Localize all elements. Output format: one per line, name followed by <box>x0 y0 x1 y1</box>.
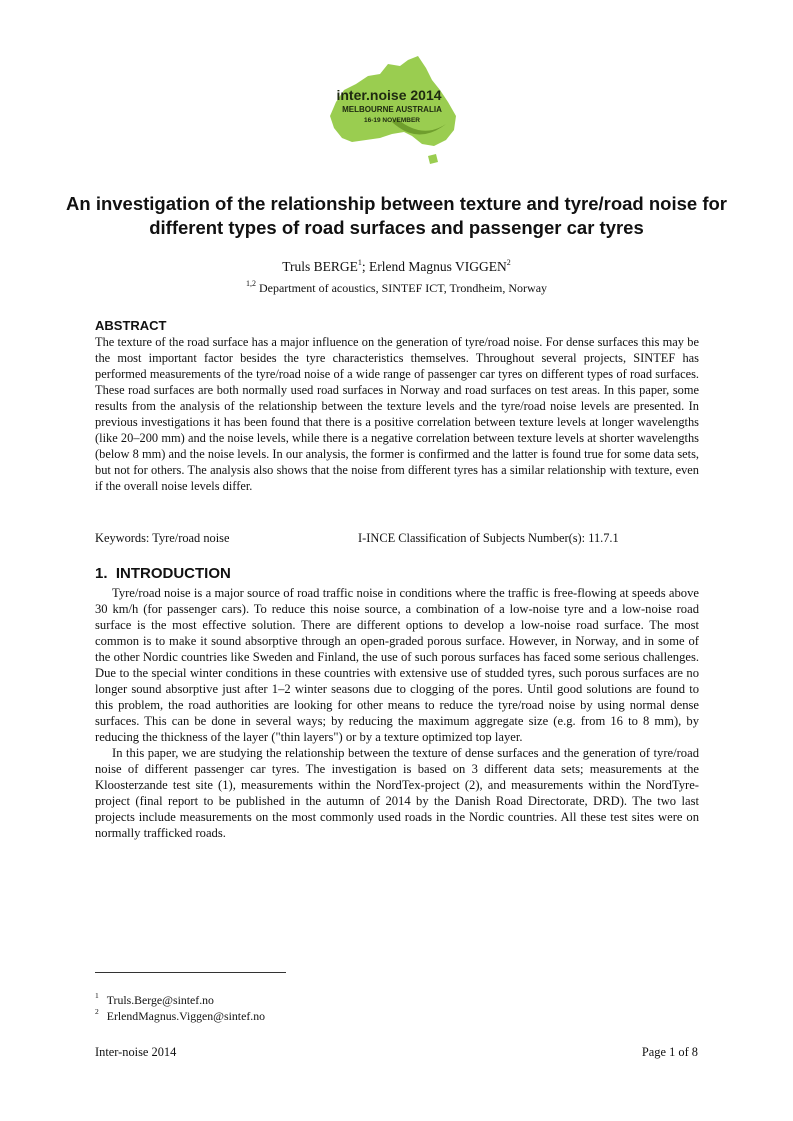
author-sup: 2 <box>506 257 511 267</box>
affiliation <box>95 281 698 296</box>
paragraph: Tyre/road noise is a major source of road traffic noise in conditions where the traffic is free-flowing at speeds above 30 km/h (for passenger cars). To reduce this noise source, a combination of a low-noise tyre and a low-noise road surface is the most effective solution. There are different options to develop a low-noise road surface. The most common is to make it sound absorptive through an open-graded porous surface. However, in Norway, and in some of the other Nordic countries like Sweden and Finland, the use of such porous surfaces has faced some serious challenges. Due to the special winter conditions in these countries with extensive use of studded tyres, such porous surfaces are no longer sound absorptive just after 1–2 winter seasons due to clogging of the pores. Until good solutions are found to this problem, the road authorities are looking for other means to reduce the tyre/road noise by using normal dense surfaces. This can be done in several ways; by reducing the maximum aggregate size (e.g. from 16 to 8 mm), by reducing the thickness of the layer ("thin layers") or by a texture optimized top layer. <box>95 586 699 744</box>
abstract-heading: ABSTRACT <box>95 318 167 333</box>
abstract-text: The texture of the road surface has a major influence on the generation of tyre/road noise. For dense surfaces this may be the most important factor besides the tyre characteristics themselves. Throughout several projects, SINTEF has performed measurements of the tyre/road noise of a wide range of passenger car tyres on different types of road surfaces. These road surfaces are both normally used road surfaces in Norway and road surfaces on test areas. In this paper, some results from the analysis of the relationship between the texture levels and the tyre/road noise levels are presented. In previous investigations it has been found that there is a positive correlation between texture levels at longer wavelengths (like 20–200 mm) and the noise levels, while there is a negative correlation between texture levels at shorter wavelengths (below 8 mm) and the noise levels. In our analysis, the former is confirmed and the latter is found true for some data sets, but not for others. The analysis also shows that the noise from different tyres has a similar relationship with texture, even if the overall noise levels differ. <box>95 335 699 493</box>
footnote-number: 1 <box>95 991 99 1001</box>
introduction-body <box>95 585 699 841</box>
section-heading-introduction: 1. INTRODUCTION <box>95 565 231 582</box>
footnote-email[interactable]: ErlendMagnus.Viggen@sintef.no <box>106 1009 265 1023</box>
author-separator: ; <box>361 259 370 274</box>
logo-dates: 16-19 NOVEMBER <box>364 117 420 124</box>
keywords: Keywords: Tyre/road noise <box>95 531 230 545</box>
conference-logo <box>322 54 462 169</box>
footnote-number: 2 <box>95 1007 99 1017</box>
author-sup: 1 <box>357 257 362 267</box>
footer-conference: Inter-noise 2014 <box>95 1045 177 1059</box>
logo-location: MELBOURNE AUSTRALIA <box>342 105 442 114</box>
footnote <box>95 993 214 1008</box>
author-name: Erlend Magnus VIGGEN <box>369 259 507 274</box>
footnote-divider <box>95 972 286 973</box>
affiliation-text: Department of acoustics, SINTEF ICT, Trondheim, Norway <box>255 281 548 295</box>
author-line <box>95 259 698 275</box>
tasmania-shape <box>428 154 438 164</box>
paper-title: An investigation of the relationship between texture and tyre/road noise for different types of road surfaces and passenger car tyres <box>66 193 727 238</box>
affiliation-sup: 1,2 <box>245 279 256 288</box>
logo-name: inter.noise 2014 <box>336 87 442 103</box>
paragraph: In this paper, we are studying the relationship between the texture of dense surfaces and the generation of tyre/road noise of different passenger car tyres. The investigation is based on 3 different data sets; measurements at the Kloosterzande test site (1), measurements within the NordTex-project (2), and measurements within the NordTyre-project (final report to be published in the autumn of 2014 by the Danish Road Directorate, DRD). The two last projects include measurements on the most commonly used roads in the Nordic countries. All these test sites were on normally trafficked roads. <box>95 746 699 840</box>
author-name: Truls BERGE <box>282 259 358 274</box>
footnote <box>95 1009 265 1024</box>
footnote-email[interactable]: Truls.Berge@sintef.no <box>106 993 214 1007</box>
footer-page-number: Page 1 of 8 <box>641 1045 698 1059</box>
ince-classification: I-INCE Classification of Subjects Number(s): 11.7.1 <box>358 531 619 545</box>
